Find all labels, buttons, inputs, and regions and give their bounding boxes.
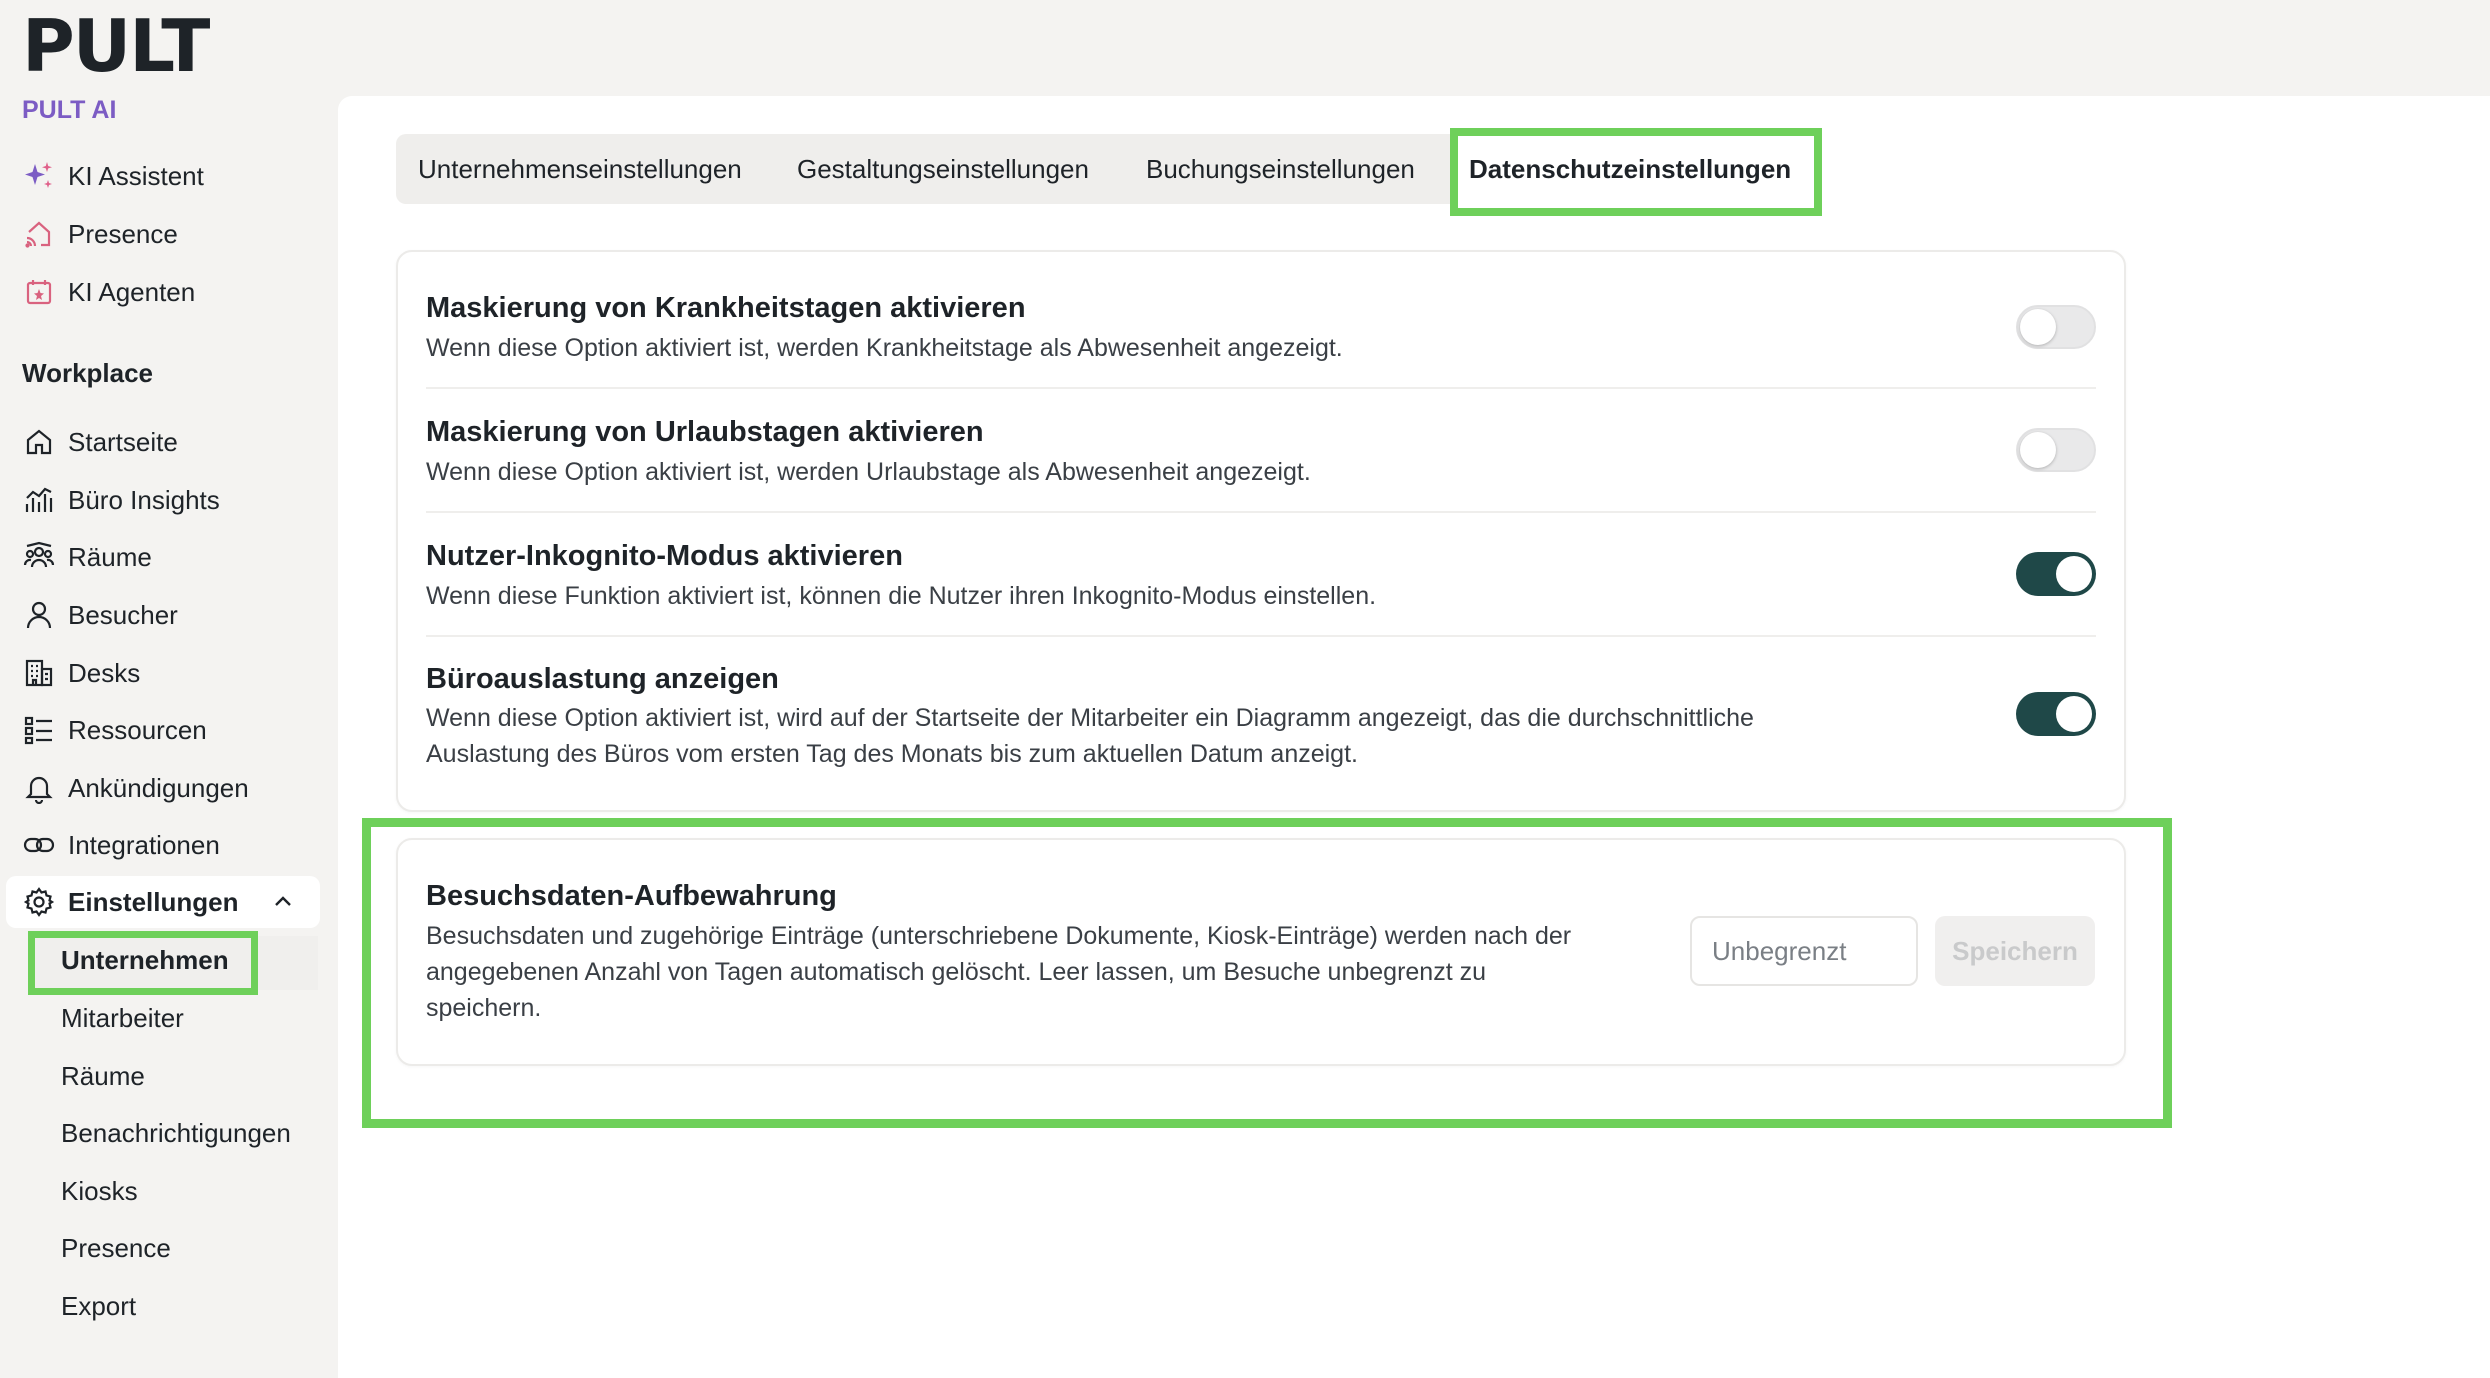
retention-days-input[interactable]: Unbegrenzt (1690, 916, 1918, 986)
nav-label: Desks (68, 657, 141, 688)
user-icon (22, 598, 56, 632)
nav-label: Startseite (68, 426, 178, 457)
nav-label: Einstellungen (68, 886, 239, 917)
setting-desc-office-utilization-line2: Auslastung des Büros vom ersten Tag des Monats bis zum aktuellen Datum anzeigt. (426, 740, 1358, 768)
tab-gestaltungseinstellungen[interactable]: Gestaltungseinstellungen (797, 153, 1089, 184)
toggle-vacation[interactable] (2016, 428, 2096, 472)
setting-desc-office-utilization-line1: Wenn diese Option aktiviert ist, wird auf der Startseite der Mitarbeiter ein Diagramm angezeigt, das die durchschnittliche (426, 704, 1754, 732)
nav-label: Räume (68, 541, 152, 572)
sub-item-unternehmen[interactable]: Unternehmen (61, 944, 229, 975)
sparkle-icon (22, 159, 56, 193)
save-button[interactable]: Speichern (1935, 916, 2095, 986)
sub-item-benachrichtigungen[interactable]: Benachrichtigungen (61, 1117, 291, 1148)
chart-icon (22, 483, 56, 517)
setting-desc-sick-days: Wenn diese Option aktiviert ist, werden Krankheitstage als Abwesenheit angezeigt. (426, 334, 1343, 362)
divider (426, 387, 2096, 389)
setting-title-office-utilization: Büroauslastung anzeigen (426, 663, 779, 695)
nav-raeume[interactable] (22, 535, 152, 579)
retention-desc-line2: angegebenen Anzahl von Tagen automatisch gelöscht. Leer lassen, um Besuche unbegrenzt zu (426, 958, 1486, 986)
link-icon (22, 828, 56, 862)
retention-desc-line1: Besuchsdaten und zugehörige Einträge (unterschriebene Dokumente, Kiosk-Einträge) werden nach der (426, 922, 1572, 950)
sub-item-export[interactable]: Export (61, 1290, 137, 1321)
nav-label: Ressourcen (68, 714, 207, 745)
sub-item-raeume[interactable]: Räume (61, 1060, 145, 1091)
nav-integrationen[interactable] (22, 823, 220, 867)
divider (426, 635, 2096, 637)
nav-einstellungen-content[interactable] (22, 880, 238, 924)
pult-ai-heading: PULT AI (22, 96, 117, 124)
nav-label: KI Assistent (68, 160, 204, 191)
nav-ki-assistent[interactable] (22, 154, 204, 198)
nav-ki-agenten[interactable] (22, 270, 195, 314)
people-group-icon (22, 540, 56, 574)
calendar-star-icon (22, 275, 56, 309)
toggle-sick-days[interactable] (2016, 305, 2096, 349)
nav-label: Besucher (68, 599, 178, 630)
nav-label: Ankündigungen (68, 772, 249, 803)
retention-title: Besuchsdaten-Aufbewahrung (426, 880, 837, 912)
chevron-up-icon[interactable] (272, 891, 294, 913)
nav-label: KI Agenten (68, 276, 196, 307)
nav-besucher[interactable] (22, 593, 178, 637)
tab-unternehmenseinstellungen[interactable]: Unternehmenseinstellungen (418, 153, 742, 184)
pult-logo[interactable]: PULT (22, 4, 209, 88)
home-signal-icon (22, 217, 56, 251)
nav-desks[interactable] (22, 651, 140, 695)
divider (426, 511, 2096, 513)
toggle-office-utilization[interactable] (2016, 692, 2096, 736)
nav-label: Büro Insights (68, 484, 220, 515)
list-icon (22, 713, 56, 747)
nav-label: Integrationen (68, 829, 220, 860)
nav-startseite[interactable] (22, 420, 178, 464)
workplace-heading: Workplace (22, 358, 154, 388)
setting-desc-vacation: Wenn diese Option aktiviert ist, werden Urlaubstage als Abwesenheit angezeigt. (426, 458, 1311, 486)
sub-item-kiosks[interactable]: Kiosks (61, 1175, 138, 1206)
home-icon (22, 425, 56, 459)
nav-ressourcen[interactable] (22, 708, 207, 752)
setting-title-incognito: Nutzer-Inkognito-Modus aktivieren (426, 540, 903, 572)
setting-title-sick-days: Maskierung von Krankheitstagen aktivieren (426, 292, 1026, 324)
nav-presence[interactable] (22, 212, 178, 256)
setting-desc-incognito: Wenn diese Funktion aktiviert ist, können die Nutzer ihren Inkognito-Modus einstellen. (426, 582, 1377, 610)
bell-icon (22, 771, 56, 805)
nav-buero-insights[interactable] (22, 478, 220, 522)
nav-label: Presence (68, 218, 178, 249)
tab-buchungseinstellungen[interactable]: Buchungseinstellungen (1146, 153, 1415, 184)
nav-ankuendigungen[interactable] (22, 766, 249, 810)
tab-datenschutzeinstellungen[interactable]: Datenschutzeinstellungen (1469, 153, 1792, 184)
gear-icon (22, 885, 56, 919)
building-icon (22, 656, 56, 690)
retention-desc-line3: speichern. (426, 994, 542, 1022)
setting-title-vacation: Maskierung von Urlaubstagen aktivieren (426, 416, 984, 448)
sub-item-presence[interactable]: Presence (61, 1232, 171, 1263)
sub-item-mitarbeiter[interactable]: Mitarbeiter (61, 1002, 184, 1033)
toggle-incognito[interactable] (2016, 552, 2096, 596)
